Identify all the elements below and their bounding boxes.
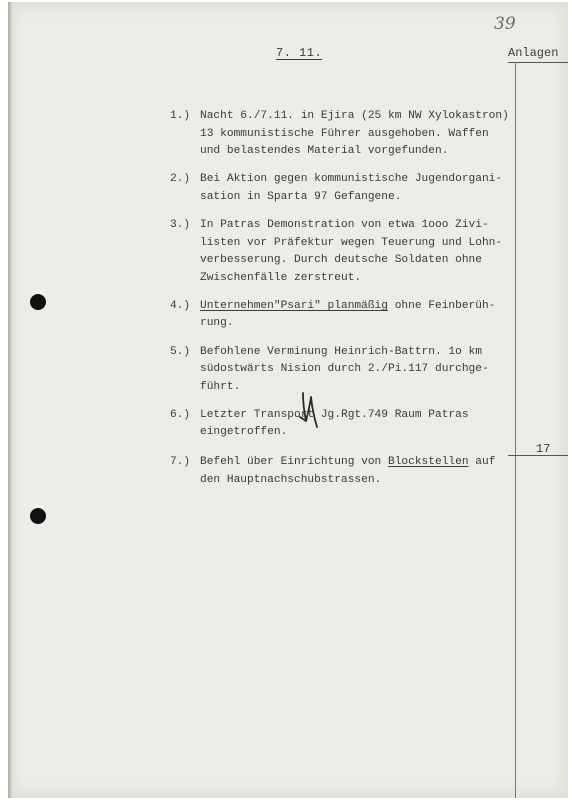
entry-line: Befohlene Verminung Heinrich-Battrn. 1o km [200,345,482,358]
punch-hole [30,508,46,524]
page-edge [8,2,12,798]
entry-6 [170,407,515,442]
anlagen-column-line [515,62,516,798]
entry-line: Bei Aktion gegen kommunistische Jugendorgani- [200,173,503,186]
entry-text [200,108,515,161]
entry-line: den Hauptnachschubstrassen. [200,473,382,486]
entry-number: 4.) [170,299,191,312]
entry-line: Letzter Transport Jg.Rgt.749 Raum Patras [200,408,469,421]
entry-text [200,344,515,397]
entry-line-rest: auf [468,456,496,468]
page-number: 39 [494,14,516,34]
entry-line: und belastendes Material vorgefunden. [200,145,449,158]
entry-text [200,454,515,489]
entry-text [200,298,515,333]
entry-line: rung. [200,317,234,330]
handwritten-mark-icon [294,387,328,437]
entry-line: verbesserung. Durch deutsche Soldaten ohne [200,254,482,267]
entry-line [200,298,515,316]
entry-1 [170,108,515,161]
entry-list [170,108,515,500]
entry-line: In Patras Demonstration von etwa 1ooo Zivi- [200,218,489,231]
entry-4 [170,298,515,333]
entry-5 [170,344,515,397]
date-heading: 7. 11. [276,46,323,60]
punch-hole [30,294,46,310]
anlage-number: 17 [536,442,551,456]
entry-2 [170,171,515,206]
entry-line: eingetroffen. [200,426,288,439]
entry-text [200,171,515,206]
entry-7 [170,454,515,489]
entry-line-rest: ohne Feinberüh- [387,299,496,312]
entry-number: 7.) [170,456,191,468]
underlined-operation-name: Unternehmen"Psari" planmäßig [200,299,388,312]
entry-line [200,454,515,472]
entry-text [200,217,515,287]
entry-number: 5.) [170,345,191,358]
entry-line: listen vor Präfektur wegen Teuerung und Lohn- [200,236,503,249]
entry-number: 6.) [170,408,191,421]
entry-line: Nacht 6./7.11. in Ejira (25 km NW Xylokastron) [200,110,509,122]
underlined-term: Blockstellen [387,456,469,468]
entry-text [200,407,515,442]
anlagen-header: Anlagen [508,46,559,60]
entry-line: 13 kommunistische Führer ausgehoben. Waffen [200,127,489,140]
document-page [8,2,568,798]
entry-line: führt. [200,380,241,393]
entry-number: 3.) [170,218,191,231]
entry-line-start: Befehl über Einrichtung von [200,456,388,468]
entry-3 [170,217,515,287]
entry-line: Zwischenfälle zerstreut. [200,271,362,284]
anlagen-header-rule [508,62,568,63]
entry-number: 2.) [170,173,191,186]
entry-line: südostwärts Nision durch 2./Pi.117 durchge- [200,363,489,376]
entry-line: sation in Sparta 97 Gefangene. [200,190,402,203]
entry-number: 1.) [170,110,191,122]
